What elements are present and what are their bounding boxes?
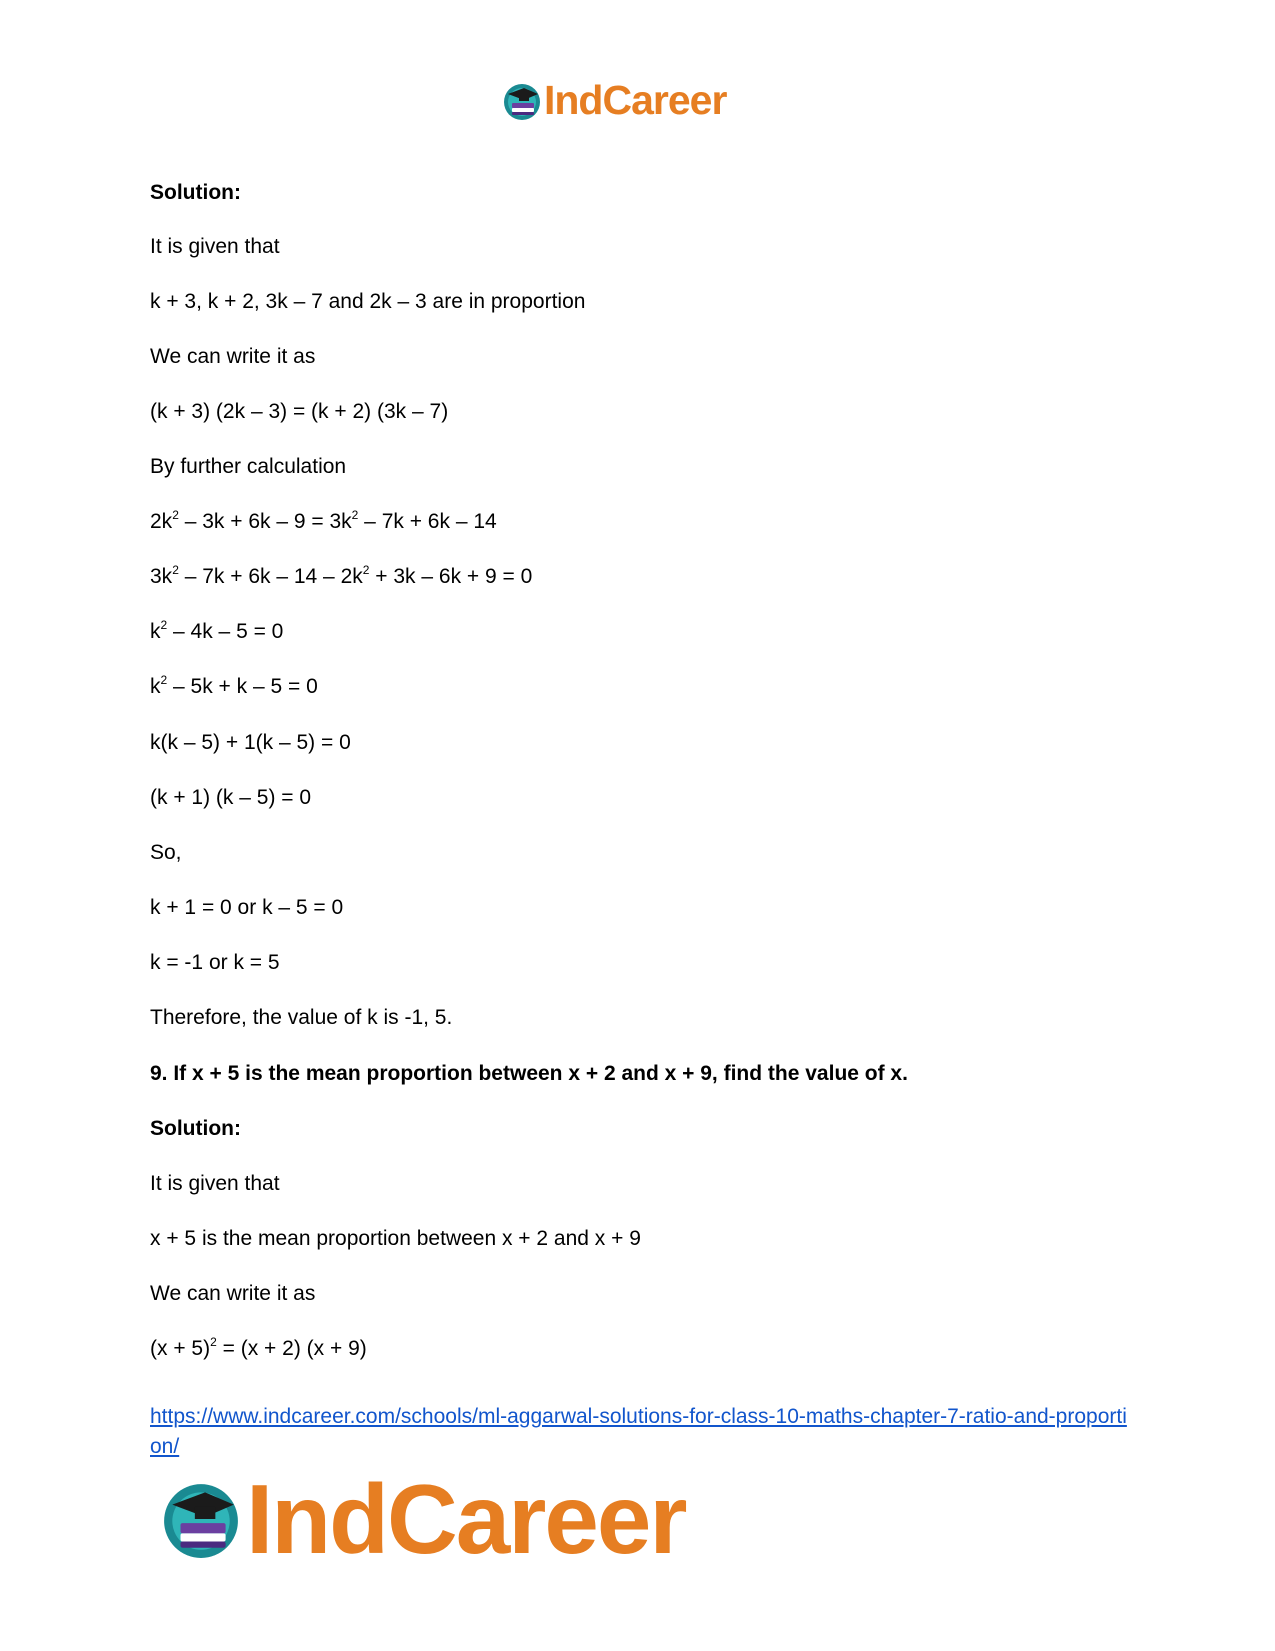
exponent: 2 — [160, 618, 168, 632]
footer-logo — [160, 1464, 686, 1574]
equation-line — [150, 1336, 367, 1361]
text-line: We can write it as — [150, 1282, 316, 1305]
equation-part: – 7k + 6k – 14 – 2k — [178, 565, 363, 588]
question-heading: 9. If x + 5 is the mean proportion between x + 2 and x + 9, find the value of x. — [150, 1062, 908, 1085]
equation-line — [150, 509, 497, 534]
source-link[interactable]: https://www.indcareer.com/schools/ml-aggarwal-solutions-for-class-10-maths-chapter-7-ratio-and-proportion/ — [150, 1405, 1127, 1458]
equation-line: (k + 3) (2k – 3) = (k + 2) (3k – 7) — [150, 400, 449, 423]
text-line: We can write it as — [150, 345, 316, 368]
text-line: So, — [150, 841, 182, 864]
text-line: x + 5 is the mean proportion between x + 2 and x + 9 — [150, 1227, 641, 1250]
exponent: 2 — [160, 673, 168, 687]
text-line: It is given that — [150, 235, 280, 258]
equation-part: k — [150, 675, 161, 698]
equation-part: = (x + 2) (x + 9) — [216, 1337, 367, 1360]
equation-part: – 7k + 6k – 14 — [358, 510, 497, 533]
graduation-cap-book-icon — [502, 81, 542, 121]
header-logo — [502, 77, 727, 123]
exponent: 2 — [351, 508, 359, 522]
equation-part: 2k — [150, 510, 173, 533]
graduation-cap-book-icon — [160, 1478, 242, 1560]
exponent: 2 — [172, 563, 179, 577]
equation-line: (k + 1) (k – 5) = 0 — [150, 786, 312, 809]
equation-line: k(k – 5) + 1(k – 5) = 0 — [150, 731, 351, 754]
exponent: 2 — [210, 1335, 217, 1349]
equation-line — [150, 619, 283, 644]
text-line: It is given that — [150, 1172, 280, 1195]
equation-part: k — [150, 620, 161, 643]
header-logo-text: IndCareer — [544, 77, 727, 123]
exponent: 2 — [362, 563, 370, 577]
equation-part: (x + 5) — [150, 1337, 211, 1360]
equation-line: k = -1 or k = 5 — [150, 951, 280, 974]
solution-heading: Solution: — [150, 181, 241, 204]
footer-logo-text: IndCareer — [246, 1464, 686, 1574]
equation-line — [150, 564, 532, 589]
equation-part: – 5k + k – 5 = 0 — [167, 675, 318, 698]
equation-line — [150, 674, 318, 699]
equation-part: – 4k – 5 = 0 — [167, 620, 284, 643]
solution-heading: Solution: — [150, 1117, 241, 1140]
equation-line: k + 1 = 0 or k – 5 = 0 — [150, 896, 344, 919]
conclusion-line: Therefore, the value of k is -1, 5. — [150, 1006, 453, 1029]
equation-part: + 3k – 6k + 9 = 0 — [369, 565, 533, 588]
text-line: k + 3, k + 2, 3k – 7 and 2k – 3 are in proportion — [150, 290, 586, 313]
exponent: 2 — [172, 508, 179, 522]
text-line: By further calculation — [150, 455, 347, 478]
equation-part: – 3k + 6k – 9 = 3k — [178, 510, 352, 533]
equation-part: 3k — [150, 565, 173, 588]
